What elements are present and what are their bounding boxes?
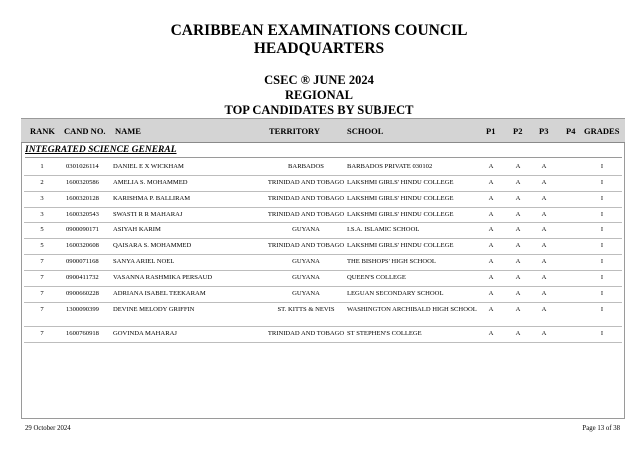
p3-cell: A xyxy=(541,274,547,281)
name-cell: ASIYAH KARIM xyxy=(113,226,161,233)
territory-cell: TRINIDAD AND TOBAGO xyxy=(267,195,345,202)
col-cand-no: CAND NO. xyxy=(64,126,106,136)
grade-cell: I xyxy=(600,290,604,297)
p1-cell: A xyxy=(488,226,494,233)
p2-cell: A xyxy=(515,290,521,297)
cand-no-cell: 0900411732 xyxy=(66,274,99,281)
rank-cell: 3 xyxy=(40,211,44,218)
level-title: REGIONAL xyxy=(284,88,354,102)
p2-cell: A xyxy=(515,242,521,249)
rank-cell: 5 xyxy=(40,242,44,249)
table-row xyxy=(21,286,625,302)
grade-cell: I xyxy=(600,163,604,170)
p1-cell: A xyxy=(488,163,494,170)
name-cell: KARISHMA P. BALLIRAM xyxy=(113,195,191,202)
table-row xyxy=(21,222,625,238)
p1-cell: A xyxy=(488,274,494,281)
school-cell: THE BISHOPS' HIGH SCHOOL xyxy=(347,258,436,265)
p3-cell: A xyxy=(541,211,547,218)
grade-cell: I xyxy=(600,226,604,233)
office-title: HEADQUARTERS xyxy=(253,40,385,57)
p1-cell: A xyxy=(488,258,494,265)
grade-cell: I xyxy=(600,179,604,186)
territory-cell: TRINIDAD AND TOBAGO xyxy=(267,211,345,218)
subject-heading: INTEGRATED SCIENCE GENERAL xyxy=(25,145,177,155)
table-row xyxy=(21,302,625,326)
grade-cell: I xyxy=(600,242,604,249)
school-cell: BARBADOS PRIVATE 030102 xyxy=(347,163,433,170)
table-row xyxy=(21,159,625,175)
territory-cell: TRINIDAD AND TOBAGO xyxy=(267,330,345,337)
col-rank: RANK xyxy=(30,126,56,136)
cand-no-cell: 1600320608 xyxy=(66,242,99,249)
col-school: SCHOOL xyxy=(347,126,384,136)
cand-no-cell: 1300090399 xyxy=(66,306,99,313)
grade-cell: I xyxy=(600,274,604,281)
name-cell: SWASTI R R MAHARAJ xyxy=(113,211,183,218)
col-p1: P1 xyxy=(486,126,496,136)
territory-cell: GUYANA xyxy=(292,226,320,233)
col-p4: P4 xyxy=(566,126,576,136)
rank-cell: 5 xyxy=(40,226,44,233)
organization-title: CARIBBEAN EXAMINATIONS COUNCIL xyxy=(170,22,468,39)
col-name: NAME xyxy=(115,126,141,136)
p3-cell: A xyxy=(541,195,547,202)
grade-cell: I xyxy=(600,211,604,218)
name-cell: SANYA ARIEL NOEL xyxy=(113,258,175,265)
territory-cell: GUYANA xyxy=(292,258,320,265)
p2-cell: A xyxy=(515,306,521,313)
p3-cell: A xyxy=(541,226,547,233)
table-row xyxy=(21,175,625,191)
rank-cell: 7 xyxy=(40,290,44,297)
p3-cell: A xyxy=(541,290,547,297)
page-number: Page 13 of 38 xyxy=(582,425,620,432)
grade-cell: I xyxy=(600,330,604,337)
grade-cell: I xyxy=(600,195,604,202)
rank-cell: 7 xyxy=(40,330,44,337)
table-row xyxy=(21,207,625,222)
territory-cell: TRINIDAD AND TOBAGO xyxy=(267,179,345,186)
grade-cell: I xyxy=(600,258,604,265)
col-p2: P2 xyxy=(513,126,523,136)
territory-cell: GUYANA xyxy=(292,274,320,281)
p1-cell: A xyxy=(488,242,494,249)
cand-no-cell: 0900071168 xyxy=(66,258,99,265)
name-cell: QAISARA S. MOHAMMED xyxy=(113,242,192,249)
cand-no-cell: 0900090171 xyxy=(66,226,99,233)
p2-cell: A xyxy=(515,195,521,202)
p2-cell: A xyxy=(515,226,521,233)
col-territory: TERRITORY xyxy=(269,126,321,136)
exam-title: CSEC ® JUNE 2024 xyxy=(264,73,374,87)
cand-no-cell: 0301026114 xyxy=(66,163,99,170)
p2-cell: A xyxy=(515,330,521,337)
p1-cell: A xyxy=(488,179,494,186)
p1-cell: A xyxy=(488,330,494,337)
name-cell: DANIEL E X WICKHAM xyxy=(113,163,184,170)
territory-cell: BARBADOS xyxy=(288,163,324,170)
name-cell: DEVINE MELODY GRIFFIN xyxy=(113,306,195,313)
p2-cell: A xyxy=(515,211,521,218)
p2-cell: A xyxy=(515,258,521,265)
p1-cell: A xyxy=(488,290,494,297)
rank-cell: 1 xyxy=(40,163,44,170)
school-cell: LEGUAN SECONDARY SCHOOL xyxy=(347,290,444,297)
school-cell: ST STEPHEN'S COLLEGE xyxy=(347,330,422,337)
p1-cell: A xyxy=(488,211,494,218)
report-title: TOP CANDIDATES BY SUBJECT xyxy=(224,103,414,117)
school-cell: LAKSHMI GIRLS' HINDU COLLEGE xyxy=(347,195,454,202)
school-cell: QUEEN'S COLLEGE xyxy=(347,274,406,281)
cand-no-cell: 1600760918 xyxy=(66,330,99,337)
col-grades: GRADES xyxy=(584,126,620,136)
name-cell: GOVINDA MAHARAJ xyxy=(113,330,177,337)
p3-cell: A xyxy=(541,258,547,265)
p3-cell: A xyxy=(541,306,547,313)
p3-cell: A xyxy=(541,163,547,170)
grade-cell: I xyxy=(600,306,604,313)
p1-cell: A xyxy=(488,306,494,313)
name-cell: VASANNA RASHMIKA PERSAUD xyxy=(113,274,213,281)
table-row xyxy=(21,238,625,254)
territory-cell: TRINIDAD AND TOBAGO xyxy=(267,242,345,249)
school-cell: LAKSHMI GIRLS' HINDU COLLEGE xyxy=(347,211,454,218)
school-cell: WASHINGTON ARCHIBALD HIGH SCHOOL xyxy=(347,306,477,313)
table-row xyxy=(21,191,625,207)
col-p3: P3 xyxy=(539,126,549,136)
school-cell: I.S.A. ISLAMIC SCHOOL xyxy=(347,226,420,233)
rank-cell: 7 xyxy=(40,258,44,265)
divider xyxy=(25,157,622,158)
p2-cell: A xyxy=(515,163,521,170)
rank-cell: 7 xyxy=(40,274,44,281)
p3-cell: A xyxy=(541,242,547,249)
school-cell: LAKSHMI GIRLS' HINDU COLLEGE xyxy=(347,242,454,249)
rank-cell: 2 xyxy=(40,179,44,186)
name-cell: ADRIANA ISABEL TEEKARAM xyxy=(113,290,206,297)
school-cell: LAKSHMI GIRLS' HINDU COLLEGE xyxy=(347,179,454,186)
p1-cell: A xyxy=(488,195,494,202)
territory-cell: GUYANA xyxy=(292,290,320,297)
cand-no-cell: 1600320586 xyxy=(66,179,99,186)
rank-cell: 3 xyxy=(40,195,44,202)
p3-cell: A xyxy=(541,179,547,186)
p2-cell: A xyxy=(515,179,521,186)
cand-no-cell: 0900660228 xyxy=(66,290,99,297)
territory-cell: ST. KITTS & NEVIS xyxy=(277,306,335,313)
cand-no-cell: 1600320128 xyxy=(66,195,99,202)
name-cell: AMELIA S. MOHAMMED xyxy=(113,179,188,186)
cand-no-cell: 1600320543 xyxy=(66,211,99,218)
print-date: 29 October 2024 xyxy=(25,425,71,432)
p2-cell: A xyxy=(515,274,521,281)
p3-cell: A xyxy=(541,330,547,337)
rank-cell: 7 xyxy=(40,306,44,313)
table-row xyxy=(21,254,625,270)
table-row xyxy=(21,326,625,342)
table-row xyxy=(21,270,625,286)
table-header xyxy=(21,119,625,143)
row-divider xyxy=(24,342,622,343)
